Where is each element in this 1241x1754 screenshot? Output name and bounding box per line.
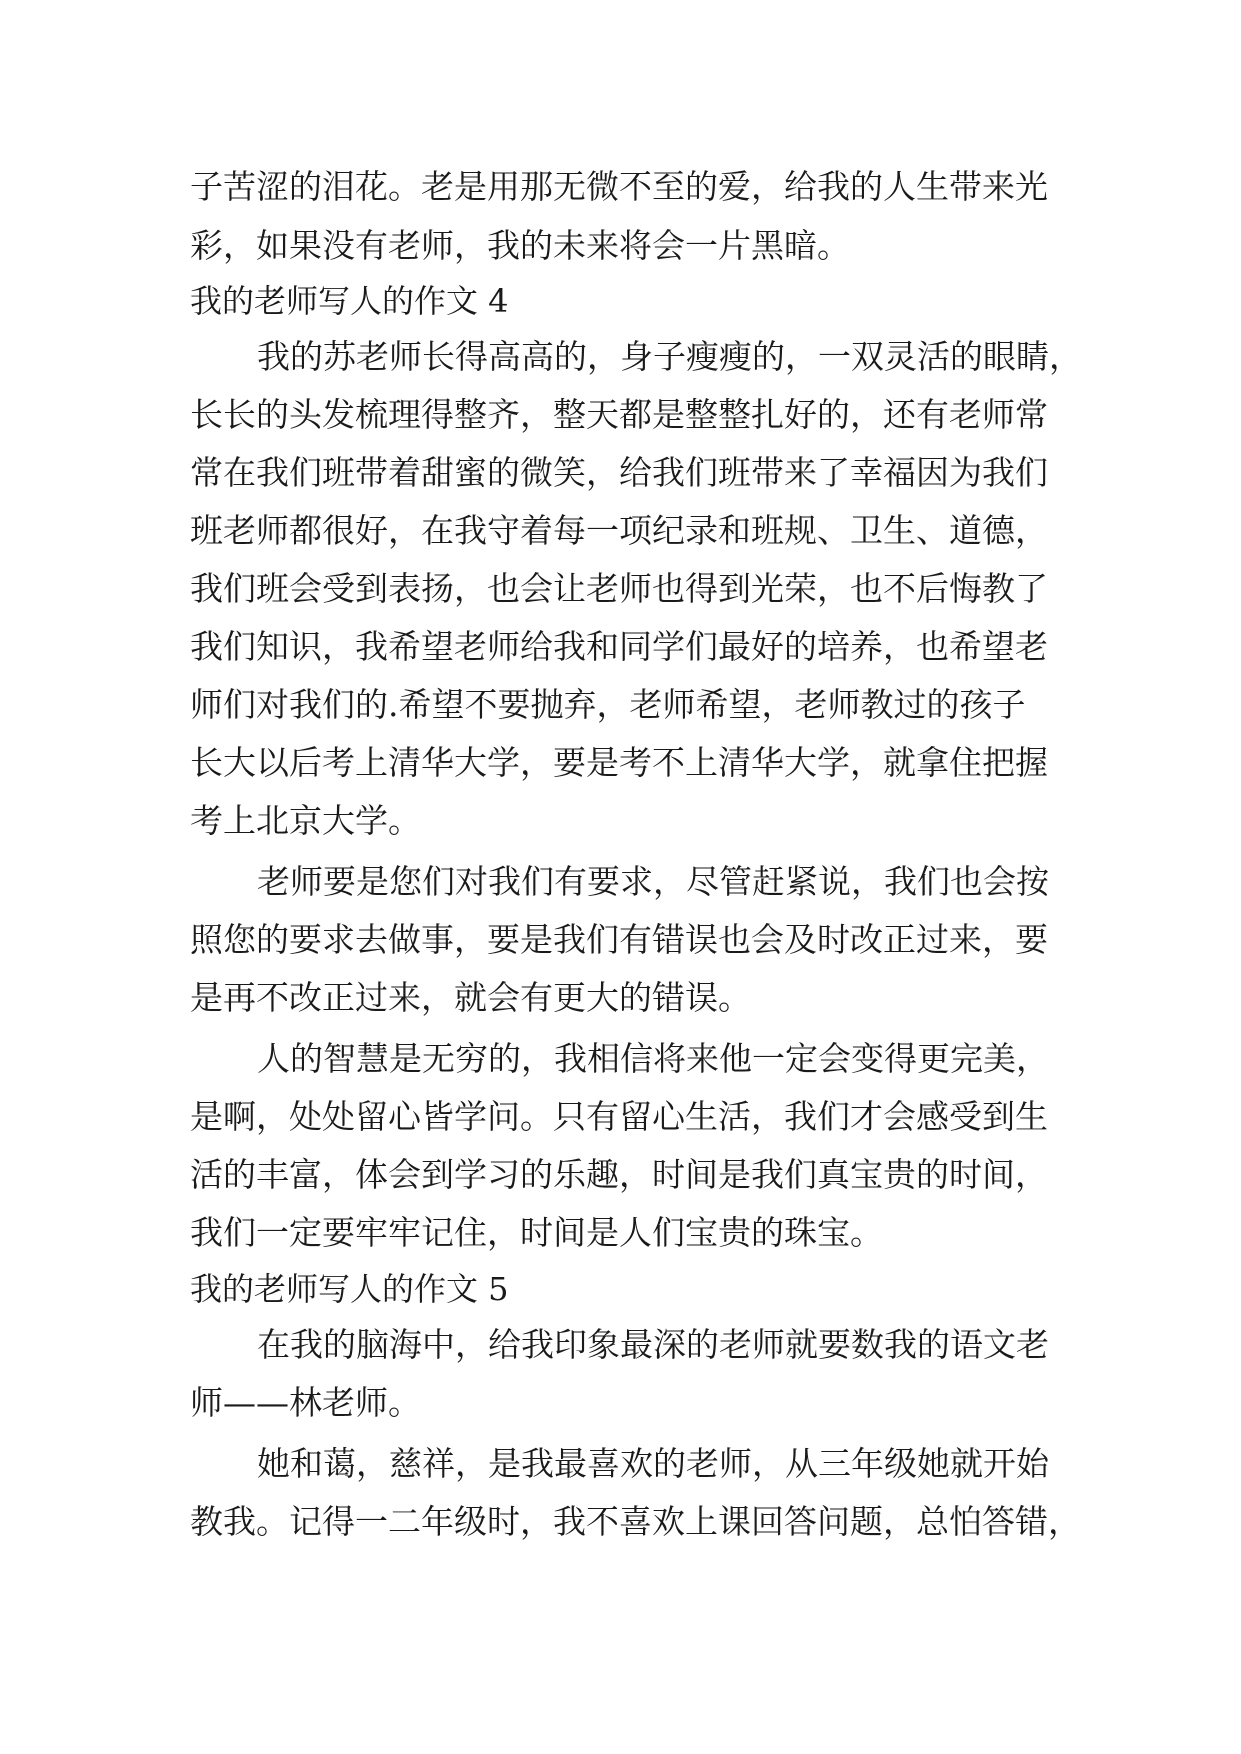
paragraph-first-line: 她和蔼，慈祥，是我最喜欢的老师，从三年级她就开始 — [257, 1444, 1049, 1483]
body-text-line: 常在我们班带着甜蜜的微笑，给我们班带来了幸福因为我们 — [190, 453, 1048, 492]
body-text-line: 我们一定要牢牢记住，时间是人们宝贵的珠宝。 — [190, 1213, 883, 1252]
body-text-line: 长大以后考上清华大学，要是考不上清华大学，就拿住把握 — [190, 743, 1048, 782]
body-text-line: 班老师都很好，在我守着每一项纪录和班规、卫生、道德， — [190, 511, 1048, 550]
body-text-line: 师——林老师。 — [190, 1383, 421, 1422]
section-heading: 我的老师写人的作文 5 — [190, 1270, 509, 1308]
paragraph-first-line: 老师要是您们对我们有要求，尽管赶紧说，我们也会按 — [257, 862, 1049, 901]
body-text-line: 我们班会受到表扬，也会让老师也得到光荣，也不后悔教了 — [190, 569, 1048, 608]
body-text-line: 活的丰富，体会到学习的乐趣，时间是我们真宝贵的时间， — [190, 1155, 1048, 1194]
section-heading: 我的老师写人的作文 4 — [190, 282, 509, 320]
body-text-line: 子苦涩的泪花。老是用那无微不至的爱，给我的人生带来光 — [190, 167, 1048, 206]
body-text-line: 我们知识，我希望老师给我和同学们最好的培养，也希望老 — [190, 627, 1048, 666]
paragraph-first-line: 在我的脑海中，给我印象最深的老师就要数我的语文老 — [257, 1325, 1049, 1364]
body-text-line: 是再不改正过来，就会有更大的错误。 — [190, 978, 751, 1017]
body-text-line: 考上北京大学。 — [190, 801, 421, 840]
body-text-line: 照您的要求去做事，要是我们有错误也会及时改正过来，要 — [190, 920, 1048, 959]
body-text-line: 师们对我们的.希望不要抛弃，老师希望，老师教过的孩子 — [190, 685, 1026, 724]
paragraph-first-line: 人的智慧是无穷的，我相信将来他一定会变得更完美， — [257, 1039, 1049, 1078]
body-text-line: 彩，如果没有老师，我的未来将会一片黑暗。 — [190, 226, 850, 265]
body-text-line: 是啊，处处留心皆学问。只有留心生活，我们才会感受到生 — [190, 1097, 1048, 1136]
body-text-line: 教我。记得一二年级时，我不喜欢上课回答问题，总怕答错， — [190, 1502, 1081, 1541]
paragraph-first-line: 我的苏老师长得高高的，身子瘦瘦的，一双灵活的眼睛， — [257, 337, 1082, 376]
body-text-line: 长长的头发梳理得整齐，整天都是整整扎好的，还有老师常 — [190, 395, 1048, 434]
